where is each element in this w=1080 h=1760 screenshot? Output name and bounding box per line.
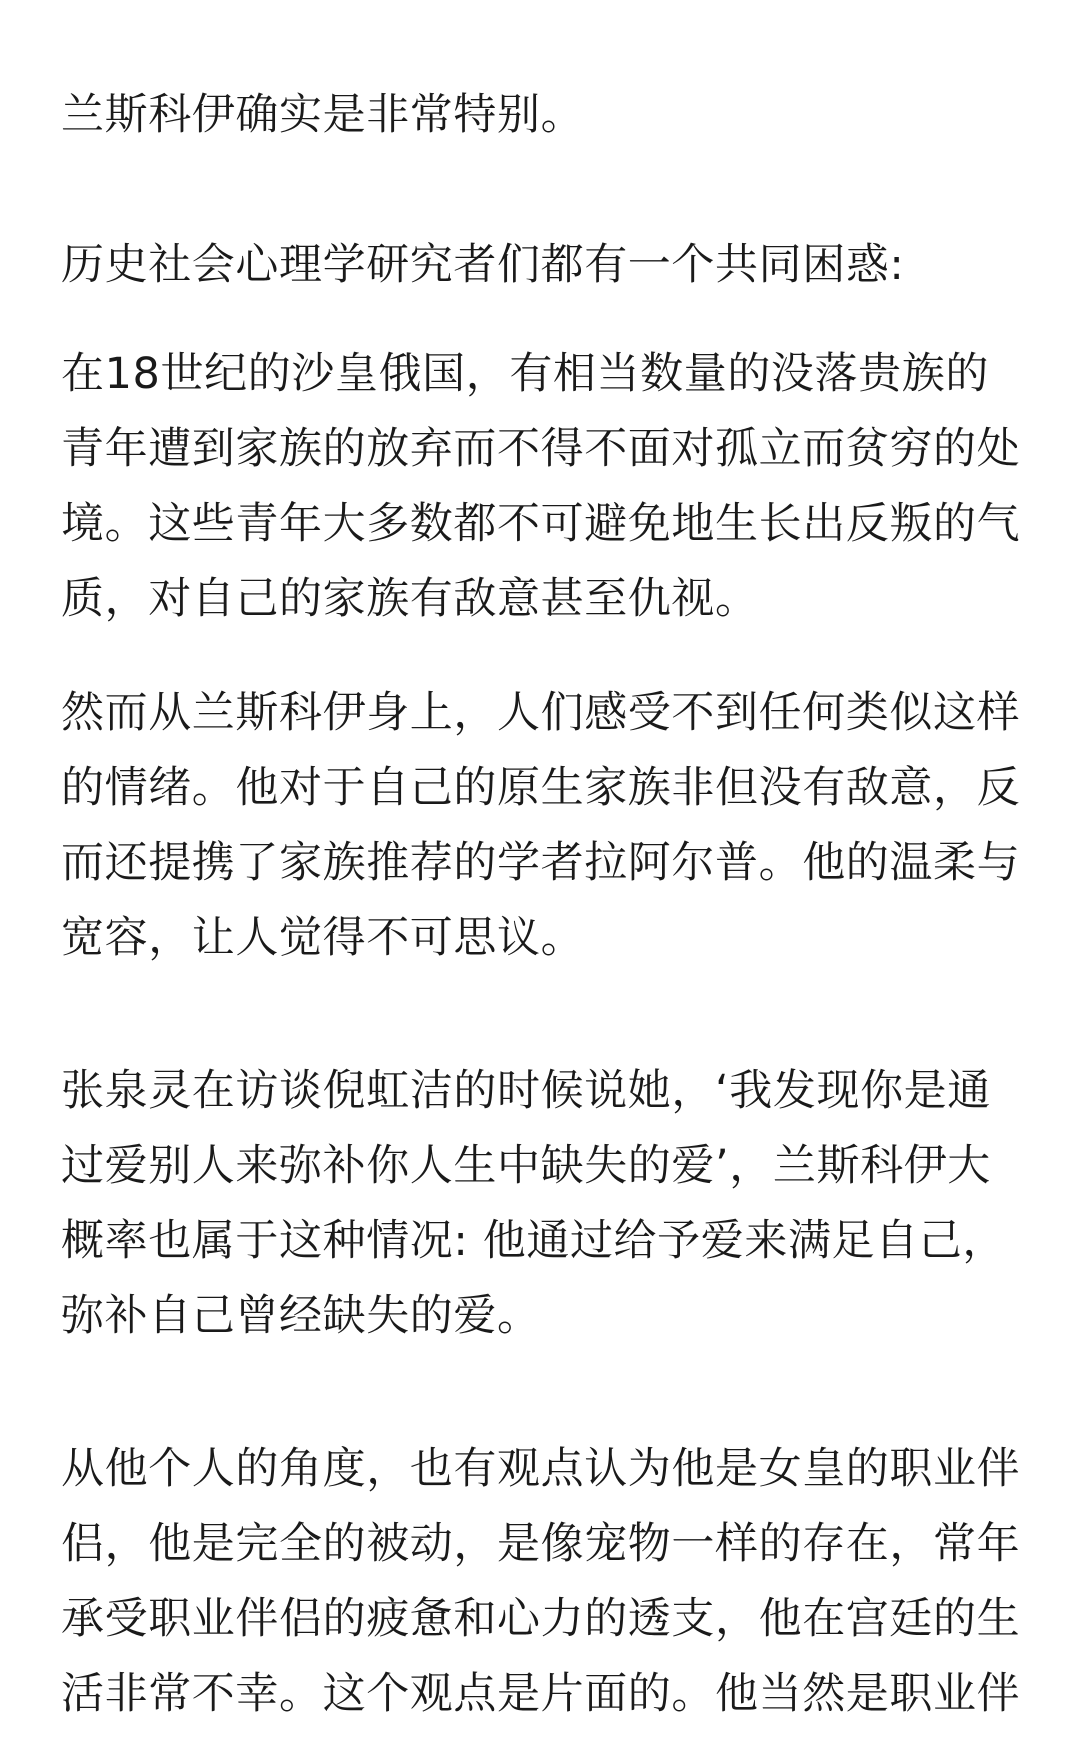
paragraph-4: 然而从兰斯科伊身上，人们感受不到任何类似这样的情绪。他对于自己的原生家族非但没有敌意，反而还提携了家族推荐的学者拉阿尔普。他的温柔与宽容，让人觉得不可思议。 xyxy=(61,688,1021,963)
paragraph-3: 在18世纪的沙皇俄国，有相当数量的没落贵族的青年遭到家族的放弃而不得不面对孤立而贫穷的处境。这些青年大多数都不可避免地生长出反叛的气质，对自己的家族有敌意甚至仇视。 xyxy=(61,349,1021,624)
paragraph-1: 兰斯科伊确实是非常特别。 xyxy=(61,90,585,140)
paragraph-5: 张泉灵在访谈倪虹洁的时候说她，‘我发现你是通过爱别人来弥补你人生中缺失的爱’，兰斯科伊大概率也属于这种情况: 他通过给予爱来满足自己，弥补自己曾经缺失的爱。 xyxy=(61,1066,1006,1341)
paragraph-2: 历史社会心理学研究者们都有一个共同困惑: xyxy=(61,240,905,290)
paragraph-6: 从他个人的角度，也有观点认为他是女皇的职业伴侣，他是完全的被动，是像宠物一样的存在，常年承受职业伴侣的疲惫和心力的透支，他在宫廷的生活非常不幸。这个观点是片面的。他当然是职业伴 xyxy=(61,1444,1021,1719)
